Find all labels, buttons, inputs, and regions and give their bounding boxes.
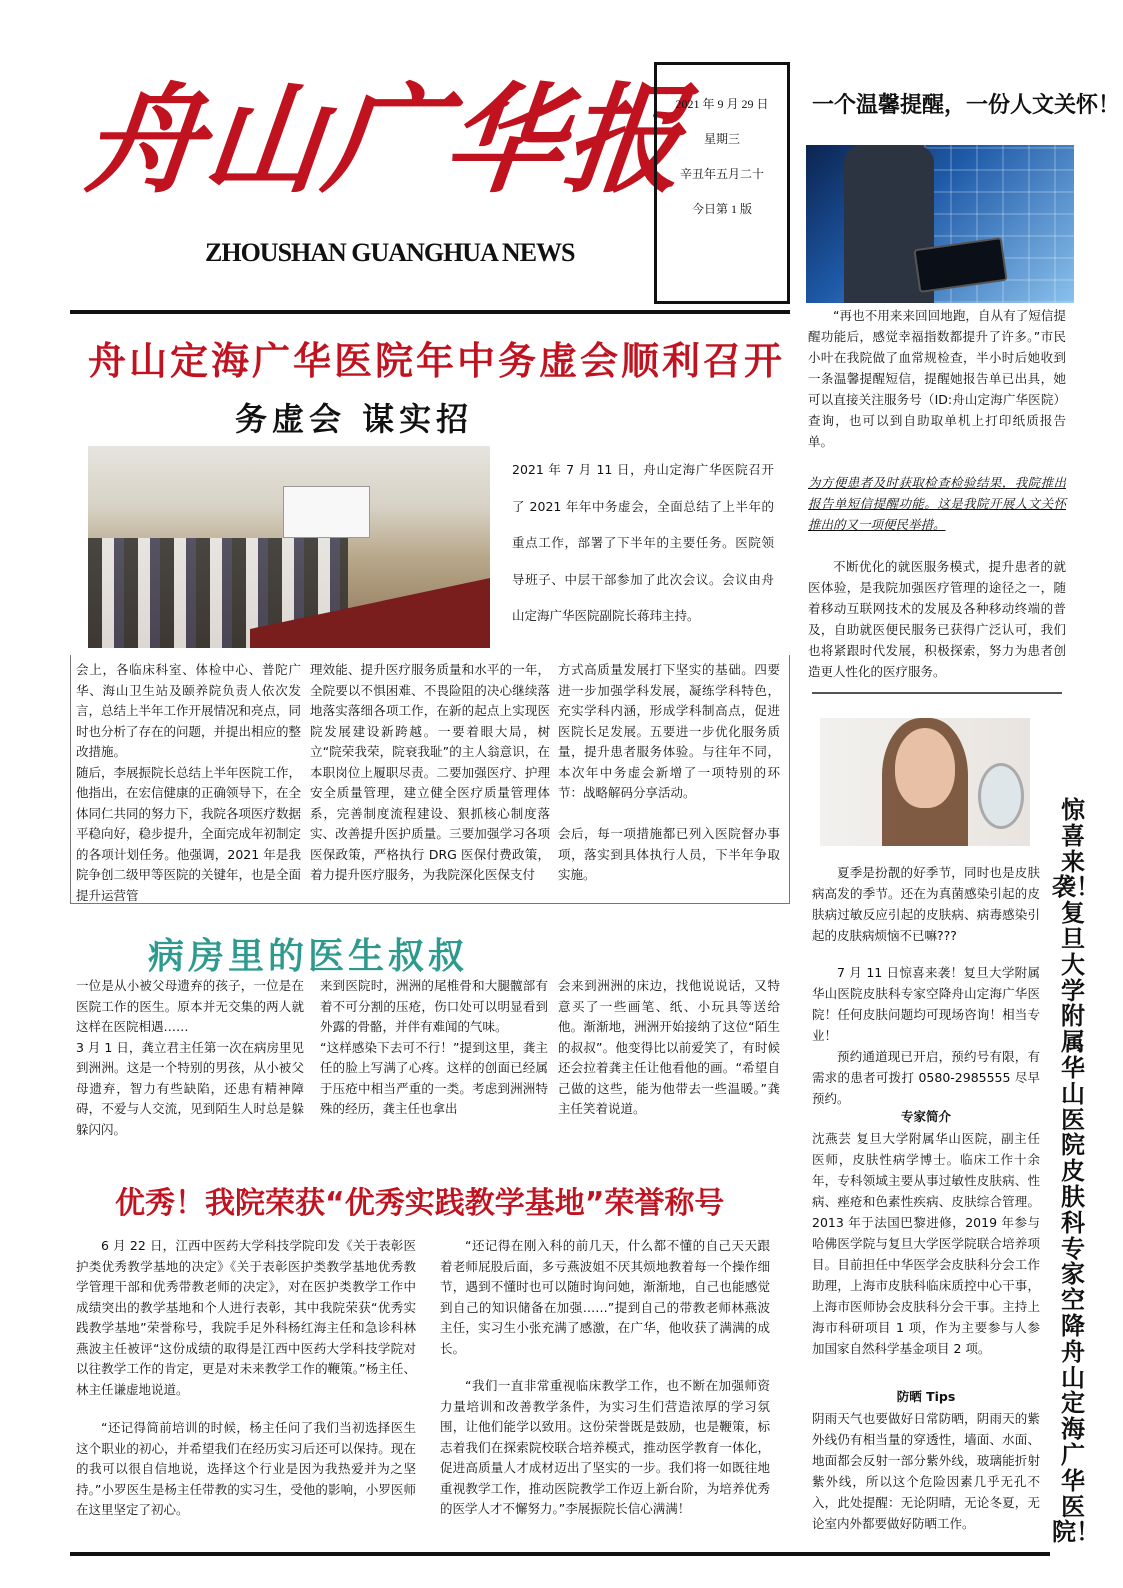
meeting-photo xyxy=(88,446,490,648)
award-column-1a: 6 月 22 日，江西中医药大学科技学院印发《关于表彰医护类优秀教学基地的决定》《关于表彰医护类教学基地优秀教学管理干部和优秀带教老师的决定》，对在医护类教学工作中成绩突出的教学基地和个人进行表彰，其中我院荣获“优秀实践教学基地”荣誉称号，我院手足外科杨红海主任和急诊科林燕波主任被评“这份成绩的取得是江西中医药大学科技学院对以往教学工作的肯定，更是对未来教学工作的鞭策。”杨主任、林主任谦虚地说道。 xyxy=(76,1238,416,1397)
award-headline: 优秀！我院荣获“优秀实践教学基地”荣誉称号 xyxy=(115,1186,725,1221)
derm-paragraph-3: 预约通道现已开启，预约号有限，有需求的患者可拨打 0580-2985555 尽早预约。 xyxy=(812,1049,1040,1106)
lead-intro: 2021 年 7 月 11 日，舟山定海广华医院召开了 2021 年年中务虚会，全面总结了上半年的重点工作，部署了下半年的主要任务。医院领导班子、中层干部参加了此次会议。会议由舟山定海广华医院副院长蒋玮主持。 xyxy=(512,462,774,623)
award-column-2b: “我们一直非常重视临床教学工作，也不断在加强师资力量培训和改善教学条件，为实习生们营造浓厚的学习氛围，让他们能学以致用。这份荣誉既是鼓励，也是鞭策，标志着我们在探索院校联合培养模式，推动医学教育一体化，促进高质量人才成材迈出了坚实的一步。我们将一如既往地重视教学工作，推动医院教学工作迈上新台阶，为培养优秀的医学人才不懈努力。”李展振院长信心满满！ xyxy=(440,1378,770,1516)
tech-tablet-photo xyxy=(806,145,1074,303)
award-column-2a: “还记得在刚入科的前几天，什么都不懂的自己天天跟着老师屁股后面，多亏燕波姐不厌其烦地教着每一个操作细节，遇到不懂时也可以随时询问她，渐渐地，自己也能感觉到自己的知识储备在加强……”提到自己的带教老师林燕波主任，实习生小张充满了感激，在广华，他收获了满满的成长。 xyxy=(440,1238,770,1356)
masthead-subtitle: ZHOUSHAN GUANGHUA NEWS xyxy=(205,238,575,267)
skincare-woman-photo xyxy=(820,718,1030,846)
ward-column-1: 一位是从小被父母遗弃的孩子，一位是在医院工作的医生。原本并无交集的两人就这样在医院相遇…… 3 月 1 日，龚立君主任第一次在病房里见到洲洲。这是一个特别的男孩，从小被父母遗弃，智力有些缺陷，还患有精神障碍，不爱与人交流，见到陌生人时总是躲躲闪闪。 xyxy=(76,978,304,1137)
issue-date: 2021 年 9 月 29 日 xyxy=(675,97,769,111)
sidebar-title: 一个温馨提醒，一份人文关怀！ xyxy=(812,93,1121,118)
footer-rule xyxy=(70,1552,1050,1556)
date-box xyxy=(654,62,790,304)
expert-bio: 沈燕芸 复旦大学附属华山医院，副主任医师，皮肤性病学博士。临床工作十余年，专科领域主要从事过敏性皮肤病、性病、痤疮和色素性疾病、皮肤综合管理。2013 年于法国巴黎进修，2019 年参与哈佛医学院与复旦大学医学院联合培养项目。目前担任中华医学会皮肤科分会工作助理，上海市皮肤科临床质控中心干事，上海市医师协会皮肤科分会干事。主持上海市科研项目 1 项，作为主要参与人参加国家自然科学基金项目 2 项。 xyxy=(812,1131,1040,1356)
ward-column-3: 会来到洲洲的床边，找他说说话，又特意买了一些画笔、纸、小玩具等送给他。渐渐地，洲洲开始接纳了这位“陌生的叔叔”。他变得比以前爱笑了，有时候还会拉着龚主任让他看他的画。“希望自己做的这些，能为他带去一些温暖。”龚主任笑着说道。 xyxy=(558,978,780,1116)
sidebar-paragraph-2: 不断优化的就医服务模式，提升患者的就医体验，是我院加强医疗管理的途径之一，随着移动互联网技术的发展及各种移动终端的普及，自助就医便民服务已获得广泛认可，我们也将紧跟时代发展，积极探索，努力为患者创造更人性化的医疗服务。 xyxy=(808,559,1066,679)
lead-subhead: 务虚会 谋实招 xyxy=(235,400,474,438)
dermatology-vertical-headline: 惊喜来袭！复旦大学附属华山医院皮肤科专家空降舟山定海广华医院！ xyxy=(1052,796,1100,1547)
lead-headline: 舟山定海广华医院年中务虚会顺利召开 xyxy=(88,339,786,383)
issue-weekday: 星期三 xyxy=(703,132,740,146)
sidebar-paragraph-1: “再也不用来来回回地跑，自从有了短信提醒功能后，感觉幸福指数都提升了许多。”市民小叶在我院做了血常规检查，半小时后她收到一条温馨提醒短信，提醒她报告单已出具，她可以直接关注服务号（ID:舟山定海广华医院）查询，也可以到自助取单机上打印纸质报告单。 xyxy=(808,308,1066,449)
award-column-1b: “还记得简前培训的时候，杨主任问了我们当初选择医生这个职业的初心，并希望我们在经历实习后还可以保持。现在的我可以很自信地说，选择这个行业是因为我热爱并为之坚持。”小罗医生是杨主任带教的实习生，受他的影响，小罗医师在这里坚定了初心。 xyxy=(76,1420,416,1517)
derm-paragraph-2: 7 月 11 日惊喜来袭！复旦大学附属华山医院皮肤科专家空降舟山定海广华医院！任何皮肤问题均可现场咨询！相当专业！ xyxy=(812,965,1040,1043)
sidebar-note: 为方便患者及时获取检查检验结果，我院推出报告单短信提醒功能。这是我院开展人文关怀推出的又一项便民举措。 xyxy=(808,475,1066,532)
sunscreen-tips-heading: 防晒 Tips xyxy=(896,1389,956,1404)
derm-paragraph-1: 夏季是扮靓的好季节，同时也是皮肤病高发的季节。还在为真菌感染引起的皮肤病过敏反应引起的皮肤病、病毒感染引起的皮肤病烦恼不已嘛??? xyxy=(812,865,1040,943)
sidebar-divider xyxy=(812,692,1062,694)
issue-lunar-date: 辛丑年五月二十 xyxy=(679,167,764,181)
expert-heading: 专家简介 xyxy=(900,1109,951,1124)
sunscreen-tips: 阴雨天气也要做好日常防晒，阴雨天的紫外线仍有相当量的穿透性，墙面、水面、地面都会反射一部分紫外线，玻璃能折射紫外线，所以这个危险因素几乎无孔不入，此处提醒：无论阴晴，无论冬夏，无论室内外都要做好防晒工作。 xyxy=(812,1411,1040,1531)
lead-column-2: 理效能、提升医疗服务质量和水平的一年，全院要以不惧困难、不畏险阻的决心继续落地落实落细各项工作，在新的起点上实现医院发展建设新跨越。一要着眼大局，树立“院荣我荣，院衰我耻”的主人翁意识，在本职岗位上履职尽责。二要加强医疗、护理安全质量管理，建立健全医疗质量管理体系，完善制度流程建设、狠抓核心制度落实、改善提升医护质量。三要加强学习各项医保政策，严格执行 DRG 医保付费政策，着力提升医疗服务，为我院深化医保支付 xyxy=(310,662,550,882)
lead-column-1: 会上，各临床科室、体检中心、普陀广华、海山卫生站及颐养院负责人依次发言，总结上半年工作开展情况和亮点，同时也分析了存在的问题，并提出相应的整改措施。 随后，李展振院长总结上半年医院工作，他指出，在宏信健康的正确领导下，在全体同仁共同的努力下，我院各项医疗数据平稳向好，稳步提升，全面完成年初制定的各项计划任务。他强调，2021 年是我院争创二级甲等医院的关键年，也是全面提升运营管 xyxy=(76,662,302,903)
ward-column-2: 来到医院时，洲洲的尾椎骨和大腿髋部有着不可分割的压疮，伤口处可以明显看到外露的骨骼，并伴有难闻的气味。 “这样感染下去可不行！”提到这里，龚主任的脸上写满了心疼。这样的创面已经属于压疮中相当严重的一类。考虑到洲洲特殊的经历，龚主任也拿出 xyxy=(320,978,548,1116)
header-rule xyxy=(70,310,790,314)
lead-column-3a: 方式高质量发展打下坚实的基础。四要进一步加强学科发展，凝练学科特色，充实学科内涵，形成学科制高点，促进医院长足发展。五要进一步优化服务质量，提升患者服务体验。与往年不同，本次年中务虚会新增了一项特别的环节：战略解码分享活动。 xyxy=(558,662,780,800)
masthead-title: 舟山广华报 xyxy=(77,70,693,209)
issue-page: 今日第 1 版 xyxy=(691,202,752,216)
ward-headline: 病房里的医生叔叔 xyxy=(148,936,469,977)
lead-column-3b: 会后，每一项措施都已列入医院督办事项，落实到具体执行人员，下半年争取实施。 xyxy=(558,826,780,882)
